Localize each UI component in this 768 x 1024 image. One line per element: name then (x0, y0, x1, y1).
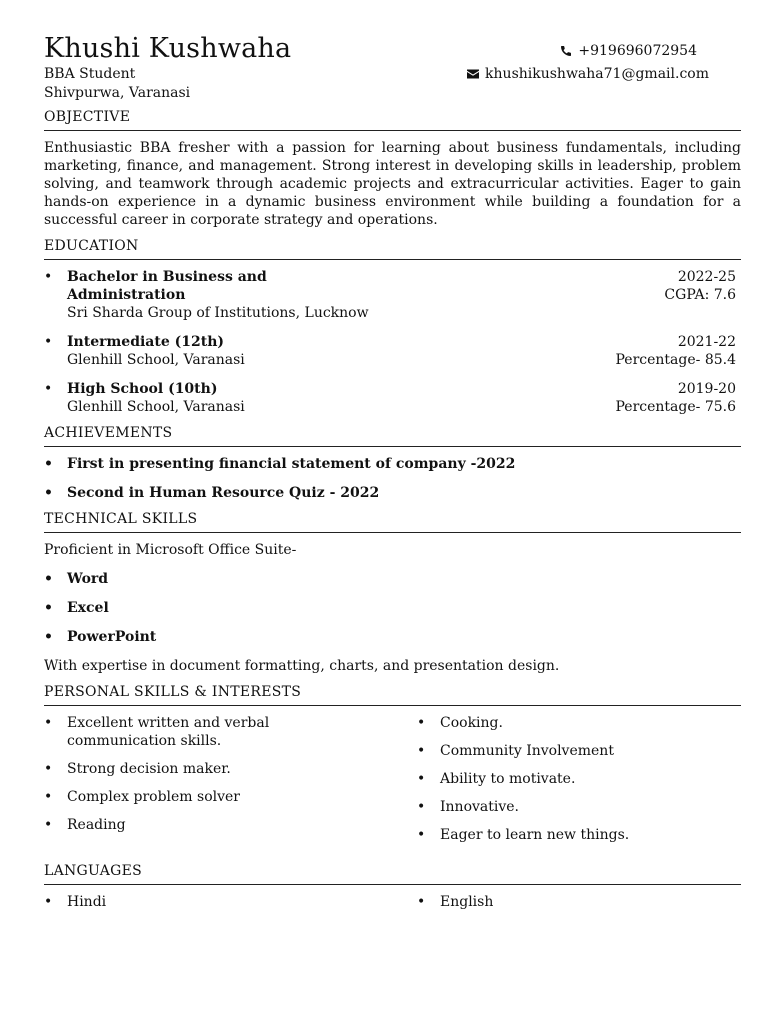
language-text: Hindi (67, 894, 107, 910)
objective-text: Enthusiastic BBA fresher with a passion for learning about business fundamentals, including marketing, finance, and management. Strong interest in developing skills in leadership, problem solving, and teamwork through academic projects and extracurricular activities. Eager to gain hands-on experience in a dynamic business environment while building a foundation for a successful career in corporate strategy and operations. (44, 140, 741, 228)
personal-list-left (44, 714, 417, 854)
achievement-text: First in presenting financial statement of company -2022 (67, 456, 516, 472)
list-item (417, 714, 737, 732)
school: Glenhill School, Varanasi (67, 352, 245, 368)
list-item (44, 599, 741, 617)
section-title: OBJECTIVE (44, 108, 741, 131)
phone-number: +919696072954 (578, 43, 697, 59)
personal-list-right (417, 714, 737, 854)
list-item (417, 798, 737, 816)
technical-outro: With expertise in document formatting, charts, and presentation design. (44, 658, 560, 674)
languages-list-right (417, 893, 737, 921)
list-item (44, 816, 417, 834)
bullet: • (44, 456, 53, 472)
resume-header (44, 30, 741, 108)
education-item (44, 268, 741, 322)
bullet: • (44, 894, 53, 910)
bullet: • (417, 715, 426, 731)
degree: Bachelor in Business and Administration (67, 269, 267, 303)
list-item (44, 570, 741, 588)
achievements-list (44, 455, 741, 502)
email-address[interactable]: khushikushwaha71@gmail.com (485, 66, 709, 82)
list-item (417, 742, 737, 760)
bullet: • (417, 799, 426, 815)
section-title: ACHIEVEMENTS (44, 424, 741, 447)
bullet: • (44, 600, 53, 616)
score: Percentage- 75.6 (615, 399, 736, 415)
education-item (44, 380, 741, 416)
years: 2021-22 (677, 334, 736, 350)
education-list (44, 268, 741, 416)
envelope-icon (467, 69, 479, 79)
interest-text: Ability to motivate. (440, 771, 576, 787)
phone-contact (560, 42, 697, 60)
skill-text: Excellent written and verbal communication skills. (67, 715, 270, 749)
years: 2019-20 (677, 381, 736, 397)
bullet: • (44, 485, 53, 501)
skill-text: Complex problem solver (67, 789, 240, 805)
education-section (44, 237, 741, 416)
bullet: • (44, 629, 53, 645)
bullet: • (44, 381, 53, 397)
interest-text: Cooking. (440, 715, 503, 731)
bullet: • (417, 771, 426, 787)
email-contact (467, 65, 709, 83)
list-item (44, 788, 417, 806)
bullet: • (44, 761, 53, 777)
achievement-text: Second in Human Resource Quiz - 2022 (67, 485, 380, 501)
interest-text: Eager to learn new things. (440, 827, 630, 843)
list-item (44, 455, 741, 473)
skill-text: Strong decision maker. (67, 761, 231, 777)
bullet: • (44, 715, 53, 731)
candidate-subtitle: BBA Student (44, 66, 136, 82)
school: Sri Sharda Group of Institutions, Lucknow (67, 305, 369, 321)
degree: High School (10th) (67, 381, 218, 397)
school: Glenhill School, Varanasi (67, 399, 245, 415)
bullet: • (44, 817, 53, 833)
candidate-name: Khushi Kushwaha (44, 33, 292, 64)
languages-list-left (44, 893, 417, 921)
section-title: LANGUAGES (44, 862, 741, 885)
list-item (44, 893, 417, 911)
interest-text: Innovative. (440, 799, 519, 815)
list-item (44, 628, 741, 646)
technical-skills-section (44, 510, 741, 675)
list-item (417, 826, 737, 844)
bullet: • (417, 894, 426, 910)
education-item (44, 333, 741, 369)
bullet: • (417, 743, 426, 759)
bullet: • (417, 827, 426, 843)
technical-intro: Proficient in Microsoft Office Suite- (44, 542, 297, 558)
achievements-section (44, 424, 741, 502)
list-item (44, 484, 741, 502)
score: Percentage- 85.4 (615, 352, 736, 368)
phone-icon (560, 45, 572, 57)
skill-text: Excel (67, 600, 109, 616)
personal-skills-section (44, 683, 741, 854)
section-title: EDUCATION (44, 237, 741, 260)
skill-text: Reading (67, 817, 126, 833)
languages-section (44, 862, 741, 921)
list-item (44, 714, 417, 750)
interest-text: Community Involvement (440, 743, 614, 759)
resume-page (44, 30, 741, 929)
section-title: TECHNICAL SKILLS (44, 510, 741, 533)
objective-section (44, 108, 741, 229)
bullet: • (44, 789, 53, 805)
years: 2022-25 (677, 269, 736, 285)
score: CGPA: 7.6 (664, 287, 736, 303)
list-item (44, 760, 417, 778)
section-title: PERSONAL SKILLS & INTERESTS (44, 683, 741, 706)
technical-list (44, 570, 741, 646)
degree: Intermediate (12th) (67, 334, 225, 350)
list-item (417, 893, 737, 911)
list-item (417, 770, 737, 788)
bullet: • (44, 334, 53, 350)
bullet: • (44, 571, 53, 587)
candidate-location: Shivpurwa, Varanasi (44, 85, 191, 101)
language-text: English (440, 894, 494, 910)
skill-text: Word (67, 571, 109, 587)
skill-text: PowerPoint (67, 629, 157, 645)
bullet: • (44, 269, 53, 285)
